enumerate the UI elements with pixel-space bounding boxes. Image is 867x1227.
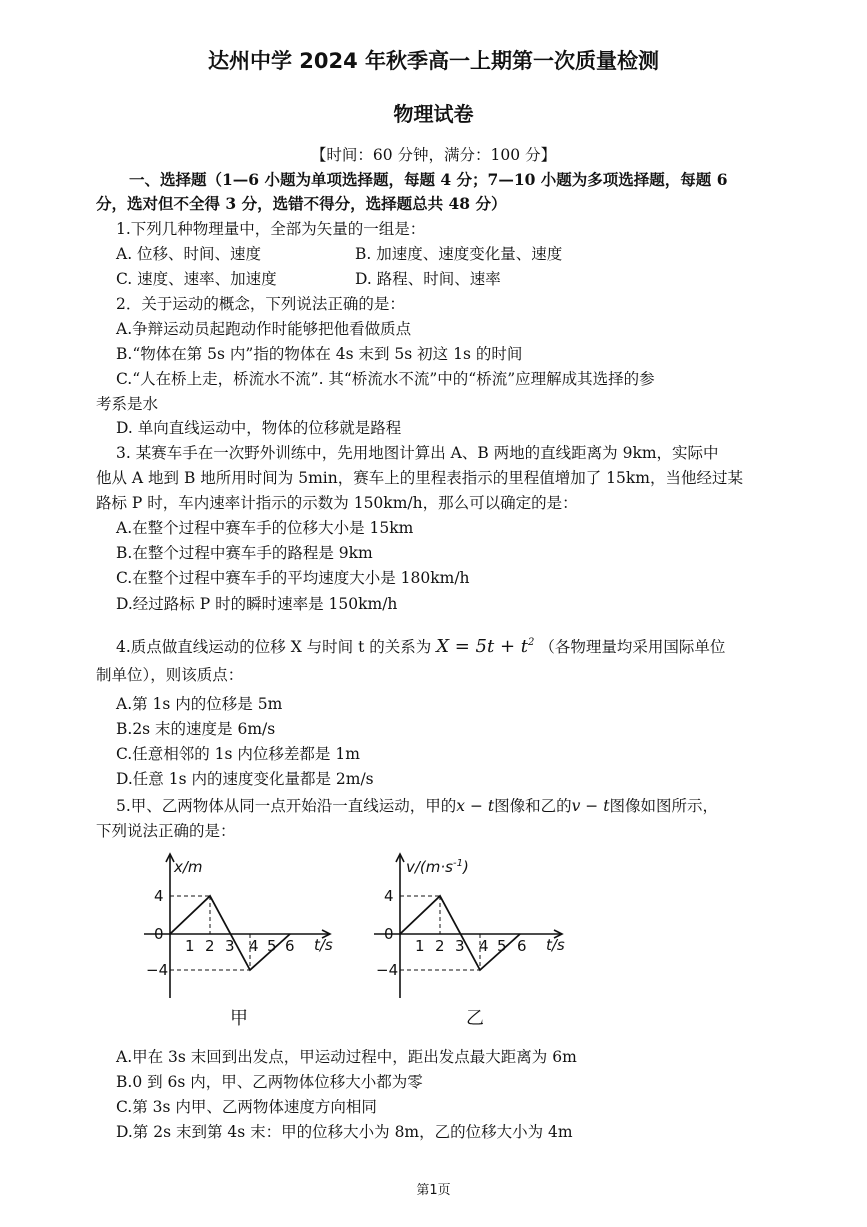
q5-stem-post: 图像如图所示，: [609, 797, 718, 815]
graph-xt-ytick: 0: [154, 925, 164, 943]
graph-xt-ylabel: x/m: [174, 858, 203, 876]
graph-vt-line: [400, 896, 520, 970]
q3-option-a: A.在整个过程中赛车手的位移大小是 15km: [116, 519, 414, 537]
q1-option-b: B. 加速度、速度变化量、速度: [355, 245, 563, 263]
q1-stem: 1.下列几种物理量中，全部为矢量的一组是：: [116, 220, 426, 238]
graph-xt-xtick: 6: [285, 937, 295, 955]
q2-option-b: B.“物体在第 5s 内”指的物体在 4s 末到 5s 初这 1s 的时间: [116, 345, 523, 363]
graph-xt-xtick: 3: [225, 937, 235, 955]
q5-stem-line2: 下列说法正确的是：: [96, 822, 236, 840]
graph-vt-ytick: 0: [384, 925, 394, 943]
graph-vt-caption: 乙: [466, 1008, 484, 1029]
q1-option-d: D. 路程、时间、速率: [355, 270, 501, 288]
graph-vt-xtick: 4: [479, 937, 489, 955]
q1-option-a: A. 位移、时间、速度: [116, 245, 262, 263]
q3-stem-line1: 3. 某赛车手在一次野外训练中，先用地图计算出 A、B 两地的直线距离为 9km，实际中: [116, 444, 719, 462]
q3-option-c: C.在整个过程中赛车手的平均速度大小是 180km/h: [116, 569, 470, 587]
q3-option-b: B.在整个过程中赛车手的路程是 9km: [116, 544, 373, 562]
q4-option-b: B.2s 末的速度是 6m/s: [116, 720, 276, 738]
graph-xt-xtick: 1: [185, 937, 195, 955]
exam-subtitle: 物理试卷: [393, 102, 474, 126]
q4-stem-post: （各物理量均采用国际单位: [539, 638, 726, 656]
graph-vt-xtick: 1: [415, 937, 425, 955]
graph-xt: [130, 850, 340, 1010]
q2-option-d: D. 单向直线运动中，物体的位移就是路程: [116, 419, 402, 437]
q5-option-d: D.第 2s 末到第 4s 末：甲的位移大小为 8m，乙的位移大小为 4m: [116, 1123, 573, 1141]
graph-xt-xtick: 5: [267, 937, 277, 955]
q4-stem-line1: [116, 633, 725, 657]
q3-stem-line3: 路标 P 时，车内速率计指示的示数为 150km/h，那么可以确定的是：: [96, 494, 578, 512]
q2-option-c-line1: C.“人在桥上走，桥流水不流”. 其“桥流水不流”中的“桥流”应理解成其选择的参: [116, 370, 655, 388]
graph-vt-xtick: 6: [517, 937, 527, 955]
q5-option-b: B.0 到 6s 内，甲、乙两物体位移大小都为零: [116, 1073, 423, 1091]
q5-option-a: A.甲在 3s 末回到出发点，甲运动过程中，距出发点最大距离为 6m: [116, 1048, 577, 1066]
q5-stem-mid: 图像和乙的: [494, 797, 572, 815]
q5-stem-pre: 5.甲、乙两物体从同一点开始沿一直线运动，甲的: [116, 797, 457, 815]
graph-vt-ylabel-exp: -1: [452, 858, 463, 869]
q3-stem-line2: 他从 A 地到 B 地所用时间为 5min，赛车上的里程表指示的里程值增加了 15km，当他经过某: [96, 469, 743, 487]
q4-formula: [436, 636, 534, 657]
graph-xt-ytick: −4: [146, 961, 169, 979]
q5-stem-line1: [116, 796, 718, 816]
q4-formula-exponent: 2: [528, 637, 535, 648]
q2-stem: 2．关于运动的概念，下列说法正确的是：: [116, 295, 405, 313]
graph-vt-xtick: 2: [435, 937, 445, 955]
graph-vt-ytick: −4: [376, 961, 399, 979]
q5-option-c: C.第 3s 内甲、乙两物体速度方向相同: [116, 1098, 377, 1116]
q4-stem-pre: 4.质点做直线运动的位移 X 与时间 t 的关系为: [116, 638, 432, 656]
q1-option-c: C. 速度、速率、加速度: [116, 270, 277, 288]
q4-formula-body: X = 5t + t: [436, 636, 528, 657]
q4-option-c: C.任意相邻的 1s 内位移差都是 1m: [116, 745, 360, 763]
q3-option-d: D.经过路标 P 时的瞬时速率是 150km/h: [116, 595, 398, 613]
q5-vt-symbol: v − t: [571, 797, 610, 815]
graph-vt-ylabel: [406, 858, 469, 876]
section-heading-line2: 分，选对但不全得 3 分，选错不得分，选择题总共 48 分）: [96, 194, 507, 213]
graph-vt-xtick: 5: [497, 937, 507, 955]
graph-vt-xlabel: t/s: [546, 936, 565, 954]
graph-xt-xtick: 2: [205, 937, 215, 955]
exam-title: 达州中学 2024 年秋季高一上期第一次质量检测: [207, 49, 660, 73]
q4-option-d: D.任意 1s 内的速度变化量都是 2m/s: [116, 770, 374, 788]
graph-vt-ylabel-body: v/(m·s: [406, 858, 453, 876]
section-heading-line1: 一、选择题（1—6 小题为单项选择题，每题 4 分；7—10 小题为多项选择题，每题 6: [129, 170, 728, 189]
q2-option-c-line2: 考系是水: [96, 395, 159, 413]
graph-vt-xtick: 3: [455, 937, 465, 955]
q5-xt-symbol: x − t: [456, 797, 495, 815]
q4-option-a: A.第 1s 内的位移是 5m: [116, 695, 283, 713]
graph-xt-caption: 甲: [230, 1008, 248, 1029]
q2-option-a: A.争辩运动员起跑动作时能够把他看做质点: [116, 320, 412, 338]
graph-vt-ytick: 4: [384, 887, 394, 905]
graph-xt-xtick: 4: [249, 937, 259, 955]
page-number: 第1页: [416, 1183, 451, 1198]
graph-vt: [356, 850, 576, 1010]
graph-vt-ylabel-close: ): [462, 858, 469, 876]
graph-xt-xlabel: t/s: [314, 936, 333, 954]
time-info: 【时间：60 分钟，满分：100 分】: [310, 146, 557, 164]
graph-xt-ytick: 4: [154, 887, 164, 905]
graph-xt-line: [170, 896, 290, 970]
q4-stem-line2: 制单位），则该质点：: [96, 666, 244, 684]
